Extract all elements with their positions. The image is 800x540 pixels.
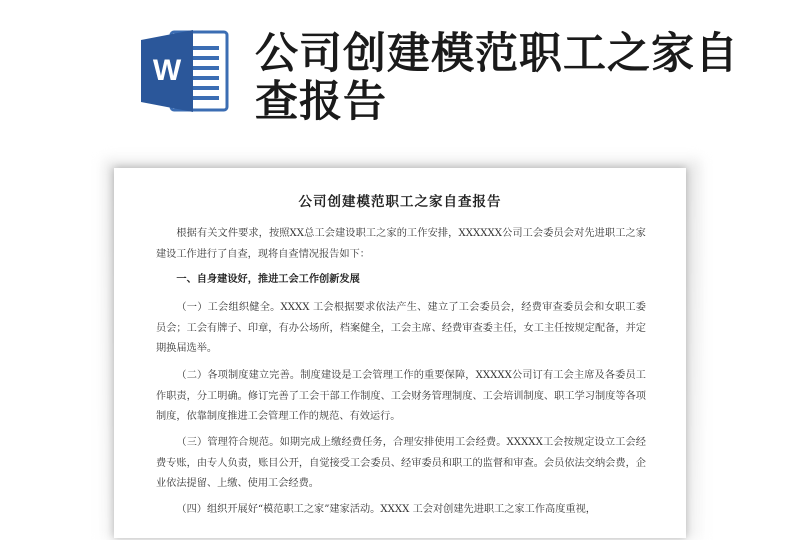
- paragraph-item-1: （一）工会组织健全。XXXX 工会根据要求依法产生、建立了工会委员会，经费审查委员会和女职工委员会；工会有牌子、印章，有办公场所，档案健全，工会主席、经费审查委主任，女工主任按规定配备，并定期换届选举。: [156, 302, 646, 354]
- document-page: [114, 168, 686, 538]
- word-icon-letter: W: [152, 54, 182, 87]
- word-document-icon: [137, 26, 233, 116]
- section-heading: 一、自身建设好，推进工会工作创新发展: [176, 273, 360, 285]
- document-title: 公司创建模范职工之家自查报告: [298, 194, 502, 210]
- paragraph-item-3: （三）管理符合规范。如期完成上缴经费任务，合理安排使用工会经费。XXXXX工会按规定设立工会经费专账，由专人负责，账目公开，自觉接受工会委员、经审委员和职工的监督和审查。会员依法交纳会费，企业依法提留、上缴、使用工会经费。: [156, 437, 646, 489]
- paragraph-item-2: （二）各项制度建立完善。制度建设是工会管理工作的重要保障，XXXXX公司订有工会主席及各委员工作职责，分工明确。修订完善了工会干部工作制度、工会财务管理制度、工会培训制度、职工学习制度等各项制度，依靠制度推进工会管理工作的规范、有效运行。: [156, 370, 646, 422]
- intro-paragraph: 根据有关文件要求，按照XX总工会建设职工之家的工作安排，XXXXXX公司工会委员会对先进职工之家建设工作进行了自查，现将自查情况报告如下：: [156, 228, 646, 260]
- paragraph-item-4: （四）组织开展好“模范职工之家”建家活动。XXXX 工会对创建先进职工之家工作高度重视，: [176, 504, 596, 515]
- header: [0, 0, 800, 160]
- page-title: 公司创建模范职工之家自查报告: [255, 29, 739, 127]
